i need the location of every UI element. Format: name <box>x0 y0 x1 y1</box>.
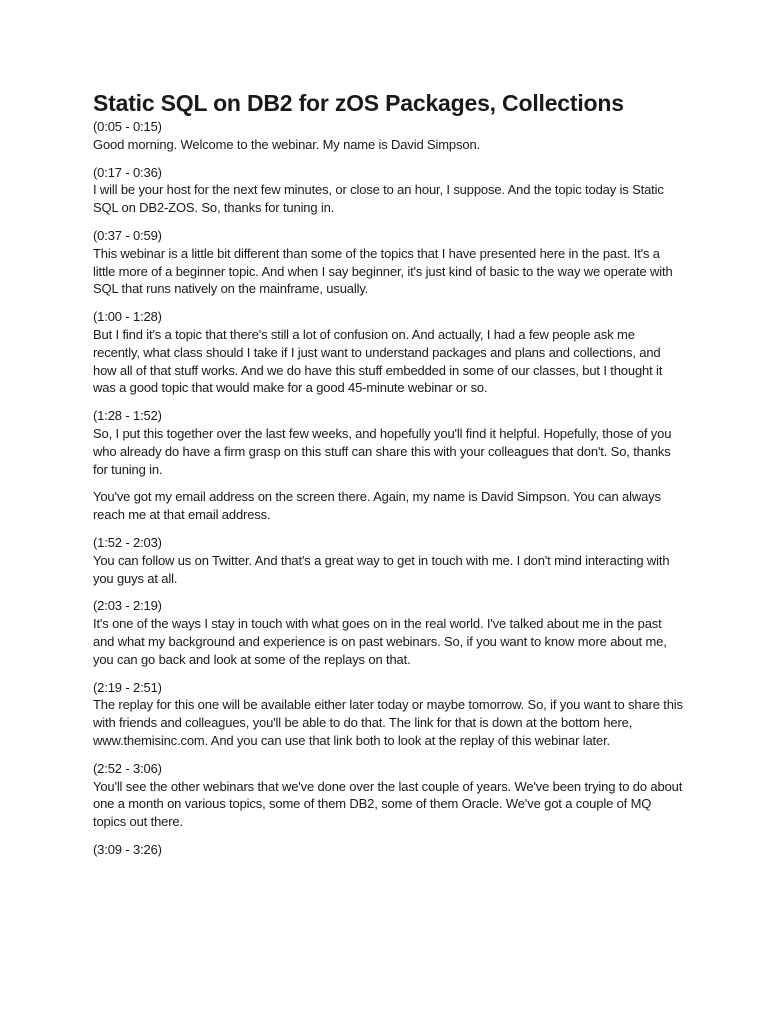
transcript-segment <box>93 488 683 524</box>
segment-text: The replay for this one will be available either later today or maybe tomorrow. So, if you want to share this with friends and colleagues, you'll be able to do that. The link for that is down at the bottom here, www.themisinc.com. And you can use that link both to look at the replay of this webinar later. <box>93 697 683 748</box>
segment-text: But I find it's a topic that there's still a lot of confusion on. And actually, I had a few people ask me recently, what class should I take if I just want to understand packages and plans and collections, and how all of that stuff works. And we do have this stuff embedded in some of our classes, but I thought it was a good topic that would make for a good 45-minute webinar or so. <box>93 326 663 396</box>
document-page <box>93 88 683 869</box>
segment-timestamp: (0:05 - 0:15) <box>93 119 162 134</box>
transcript-segment <box>93 308 683 397</box>
segment-text: You've got my email address on the screen there. Again, my name is David Simpson. You can always reach me at that email address. <box>93 489 661 523</box>
segment-timestamp: (3:09 - 3:26) <box>93 841 162 857</box>
transcript-segment <box>93 407 683 478</box>
segment-timestamp: (1:52 - 2:03) <box>93 534 162 550</box>
transcript-segment <box>93 227 683 298</box>
transcript-segment <box>93 164 683 217</box>
document-title: Static SQL on DB2 for zOS Packages, Collections <box>93 90 624 116</box>
segment-timestamp: (0:37 - 0:59) <box>93 227 162 243</box>
transcript-segment <box>93 679 683 750</box>
segment-timestamp: (1:00 - 1:28) <box>93 309 162 325</box>
segment-text: You can follow us on Twitter. And that's a great way to get in touch with me. I don't mind interacting with you guys at all. <box>93 552 670 586</box>
segment-timestamp: (2:03 - 2:19) <box>93 598 162 614</box>
transcript-segment <box>93 534 683 587</box>
transcript-segment <box>93 118 683 154</box>
segment-timestamp: (2:19 - 2:51) <box>93 679 162 695</box>
segment-text: It's one of the ways I stay in touch with what goes on in the real world. I've talked about me in the past and what my background and experience is on past webinars. So, if you want to know more about me, you can go back and look at some of the replays on that. <box>93 616 667 667</box>
transcript-segment <box>93 597 683 668</box>
segment-text: So, I put this together over the last few weeks, and hopefully you'll find it helpful. Hopefully, those of you who already do have a firm grasp on this stuff can share this with your colleagues that don't. So, thanks for tuning in. <box>93 425 672 477</box>
segment-text: Good morning. Welcome to the webinar. My name is David Simpson. <box>93 136 480 152</box>
transcript-segment <box>93 841 683 859</box>
segment-text: I will be your host for the next few minutes, or close to an hour, I suppose. And the topic today is Static SQL on DB2-ZOS. So, thanks for tuning in. <box>93 182 664 216</box>
segment-text: You'll see the other webinars that we've done over the last couple of years. We've been trying to do about one a month on various topics, some of them DB2, some of them Oracle. We've got a couple of MQ topics out there. <box>93 778 683 830</box>
segment-timestamp: (0:17 - 0:36) <box>93 164 162 180</box>
segment-timestamp: (2:52 - 3:06) <box>93 760 162 776</box>
segment-text: This webinar is a little bit different than some of the topics that I have presented here in the past. It's a little more of a beginner topic. And when I say beginner, it's just kind of basic to the way we operate with SQL that runs natively on the mainframe, usually. <box>93 245 673 297</box>
transcript-segment <box>93 760 683 831</box>
segment-timestamp: (1:28 - 1:52) <box>93 408 162 424</box>
